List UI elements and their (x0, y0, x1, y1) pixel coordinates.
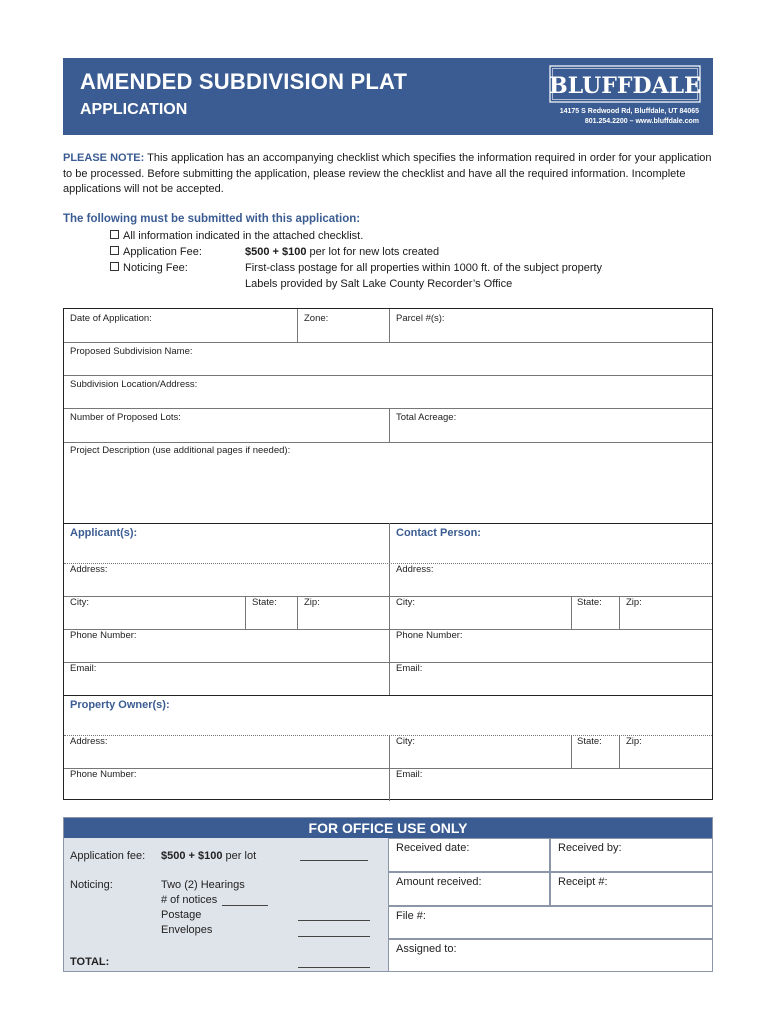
checkbox[interactable] (110, 262, 119, 271)
owner-email-field[interactable]: Email: (396, 769, 423, 780)
owner-city-field[interactable]: City: (396, 736, 415, 747)
app-fee-blank[interactable] (300, 860, 368, 861)
total-blank[interactable] (298, 967, 370, 968)
requirement-app-fee: Application Fee: (110, 245, 202, 261)
contact-address-field[interactable]: Address: (396, 564, 434, 575)
parcel-field[interactable]: Parcel #(s): (396, 313, 445, 324)
checkbox[interactable] (110, 230, 119, 239)
owner-phone-field[interactable]: Phone Number: (70, 769, 137, 780)
contact-city-field[interactable]: City: (396, 597, 415, 608)
contact-phone-field[interactable]: Phone Number: (396, 630, 463, 641)
header-banner (63, 58, 713, 135)
logo-text: BLUFFDALE (549, 73, 701, 99)
owner-address-field[interactable]: Address: (70, 736, 108, 747)
applicant-email-field[interactable]: Email: (70, 663, 97, 674)
applicant-zip-field[interactable]: Zip: (304, 597, 320, 608)
applicant-phone-field[interactable]: Phone Number: (70, 630, 137, 641)
office-noticing-label: Noticing: (70, 879, 113, 891)
office-total-label: TOTAL: (70, 956, 110, 968)
requirement-noticing-fee: Noticing Fee: (110, 261, 188, 277)
contact-state-field[interactable]: State: (577, 597, 602, 608)
office-hearings: Two (2) Hearings (161, 879, 245, 891)
office-envelopes: Envelopes (161, 924, 213, 936)
app-fee-value: $500 + $100 per lot for new lots created (245, 246, 440, 258)
contact-zip-field[interactable]: Zip: (626, 597, 642, 608)
owner-state-field[interactable]: State: (577, 736, 602, 747)
assigned-to-field[interactable]: Assigned to: (388, 939, 713, 972)
subdivision-name-field[interactable]: Proposed Subdivision Name: (70, 346, 193, 357)
applicant-address-field[interactable]: Address: (70, 564, 108, 575)
bluffdale-logo (549, 65, 701, 103)
date-of-application-field[interactable]: Date of Application: (70, 313, 152, 324)
zone-field[interactable]: Zone: (304, 313, 329, 324)
office-postage: Postage (161, 909, 202, 921)
note-label: PLEASE NOTE: (63, 152, 145, 164)
envelopes-blank[interactable] (298, 936, 370, 937)
page-subtitle: APPLICATION (80, 101, 188, 118)
project-description-field[interactable]: Project Description (use additional pages if needed): (70, 445, 291, 456)
file-number-field[interactable]: File #: (388, 906, 713, 939)
office-num-notices: # of notices (161, 894, 218, 906)
checkbox[interactable] (110, 246, 119, 255)
receipt-number-field[interactable]: Receipt #: (550, 872, 713, 906)
office-use-heading: FOR OFFICE USE ONLY (64, 818, 712, 838)
please-note (63, 151, 713, 198)
contact-info (479, 107, 699, 127)
office-app-fee-label: Application fee: (70, 850, 146, 862)
noticing-fee-value-2: Labels provided by Salt Lake County Recorder’s Office (245, 278, 513, 290)
application-form (63, 308, 713, 800)
applicant-state-field[interactable]: State: (252, 597, 277, 608)
number-of-lots-field[interactable]: Number of Proposed Lots: (70, 412, 181, 423)
owner-zip-field[interactable]: Zip: (626, 736, 642, 747)
requirements-heading: The following must be submitted with this application: (63, 213, 361, 225)
phone-web-line: 801.254.2200 – www.bluffdale.com (584, 118, 699, 125)
contact-email-field[interactable]: Email: (396, 663, 423, 674)
amount-received-field[interactable]: Amount received: (388, 872, 550, 906)
noticing-fee-value-1: First-class postage for all properties within 1000 ft. of the subject property (245, 262, 603, 274)
requirement-checklist: All information indicated in the attached checklist. (110, 229, 363, 245)
subdivision-location-field[interactable]: Subdivision Location/Address: (70, 379, 198, 390)
page-title: AMENDED SUBDIVISION PLAT (80, 69, 408, 94)
received-by-field[interactable]: Received by: (550, 838, 713, 872)
total-acreage-field[interactable]: Total Acreage: (396, 412, 457, 423)
office-use-section (63, 817, 713, 972)
contact-person-heading: Contact Person: (396, 527, 481, 539)
note-text: This application has an accompanying checklist which specifies the information required in order for your application to be processed. Before submitting the application, please review the checklist and have all the required information. Incomplete applications will not be accepted. (63, 152, 712, 195)
received-date-field[interactable]: Received date: (388, 838, 550, 872)
applicants-heading: Applicant(s): (70, 527, 138, 539)
property-owners-heading: Property Owner(s): (70, 699, 170, 711)
num-notices-blank[interactable] (222, 905, 268, 906)
address-line: 14175 S Redwood Rd, Bluffdale, UT 84065 (559, 108, 699, 115)
office-app-fee-value: $500 + $100 per lot (161, 850, 257, 862)
applicant-city-field[interactable]: City: (70, 597, 89, 608)
postage-blank[interactable] (298, 920, 370, 921)
